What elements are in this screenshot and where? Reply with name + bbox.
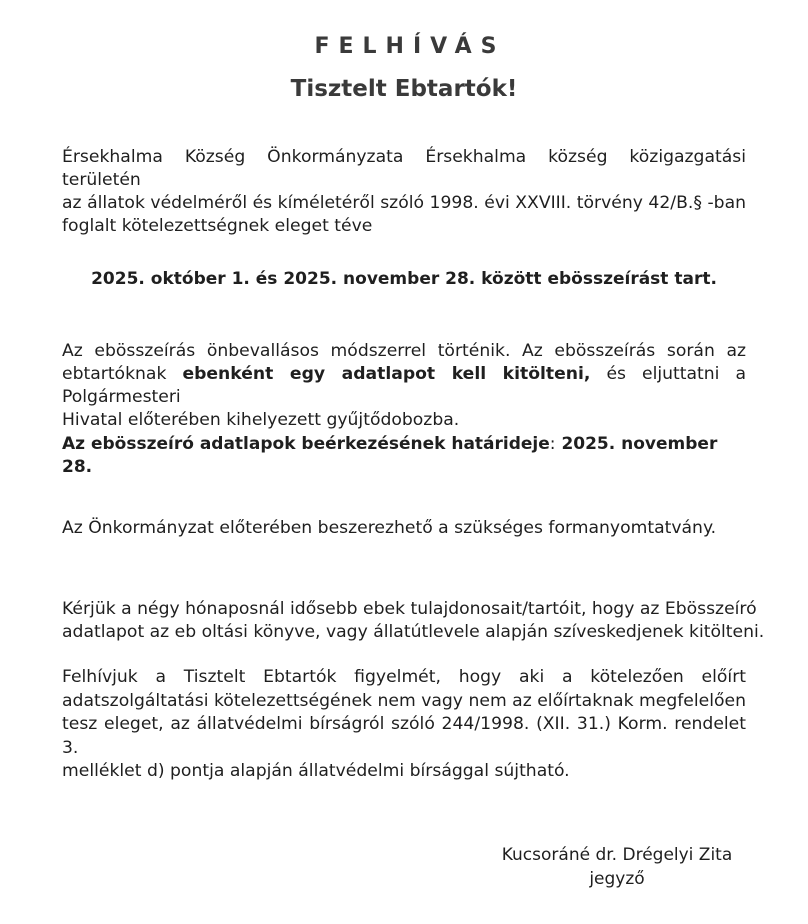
warning-paragraph [62,666,746,784]
signature-role: jegyző [589,869,645,889]
notice-title: FELHÍVÁS [314,34,506,59]
deadline-label: Az ebösszeíró adatlapok beérkezésének határideje [62,434,550,454]
request-line: Kérjük a négy hónaposnál idősebb ebek tulajdonosait/tartóit, hogy az Ebösszeíró [62,599,757,619]
method-paragraph [62,340,746,432]
notice-subtitle: Tisztelt Ebtartók! [290,76,518,102]
deadline-paragraph [62,433,746,479]
request-paragraph [62,598,765,644]
intro-line: Érsekhalma Község Önkormányzata Érsekhalma község közigazgatási területén [62,147,746,190]
method-line: Az ebösszeírás önbevallásos módszerrel történik. Az ebösszeírás során az [62,341,746,361]
method-line: Hivatal előterében kihelyezett gyűjtődobozba. [62,410,460,430]
intro-line: az állatok védelméről és kíméletéről szóló 1998. évi XXVIII. törvény 42/B.§ -ban [62,193,746,213]
intro-paragraph [62,146,746,238]
deadline-date: 2025. november 28. [62,434,718,477]
warning-line: tesz eleget, az állatvédelmi bírságról szóló 244/1998. (XII. 31.) Korm. rendelet 3. [62,714,746,758]
forms-note: Az Önkormányzat előterében beszerezhető a szükséges formanyomtatvány. [62,518,717,538]
warning-line: Felhívjuk a Tisztelt Ebtartók figyelmét, hogy aki a kötelezően előírt [62,667,746,687]
signature-name: Kucsoráné dr. Drégelyi Zita [501,845,733,865]
deadline-separator: : [549,434,556,454]
method-line2-bold: ebenként egy adatlapot kell kitölteni, [182,364,591,384]
signature-block [488,843,746,891]
warning-line: adatszolgáltatási kötelezettségének nem vagy nem az előírtaknak megfelelően [62,690,746,711]
intro-line: foglalt kötelezettségnek eleget téve [62,216,373,236]
method-line [62,363,746,409]
request-line: adatlapot az eb oltási könyve, vagy állatútlevele alapján szíveskedjenek kitölteni. [62,622,765,642]
period-statement: 2025. október 1. és 2025. november 28. között ebösszeírást tart. [91,269,717,289]
warning-line: melléklet d) pontja alapján állatvédelmi bírsággal sújtható. [62,761,570,781]
method-line2-suffix: és eljuttatni a Polgármesteri [62,364,746,407]
method-line2-prefix: ebtartóknak [62,364,183,384]
